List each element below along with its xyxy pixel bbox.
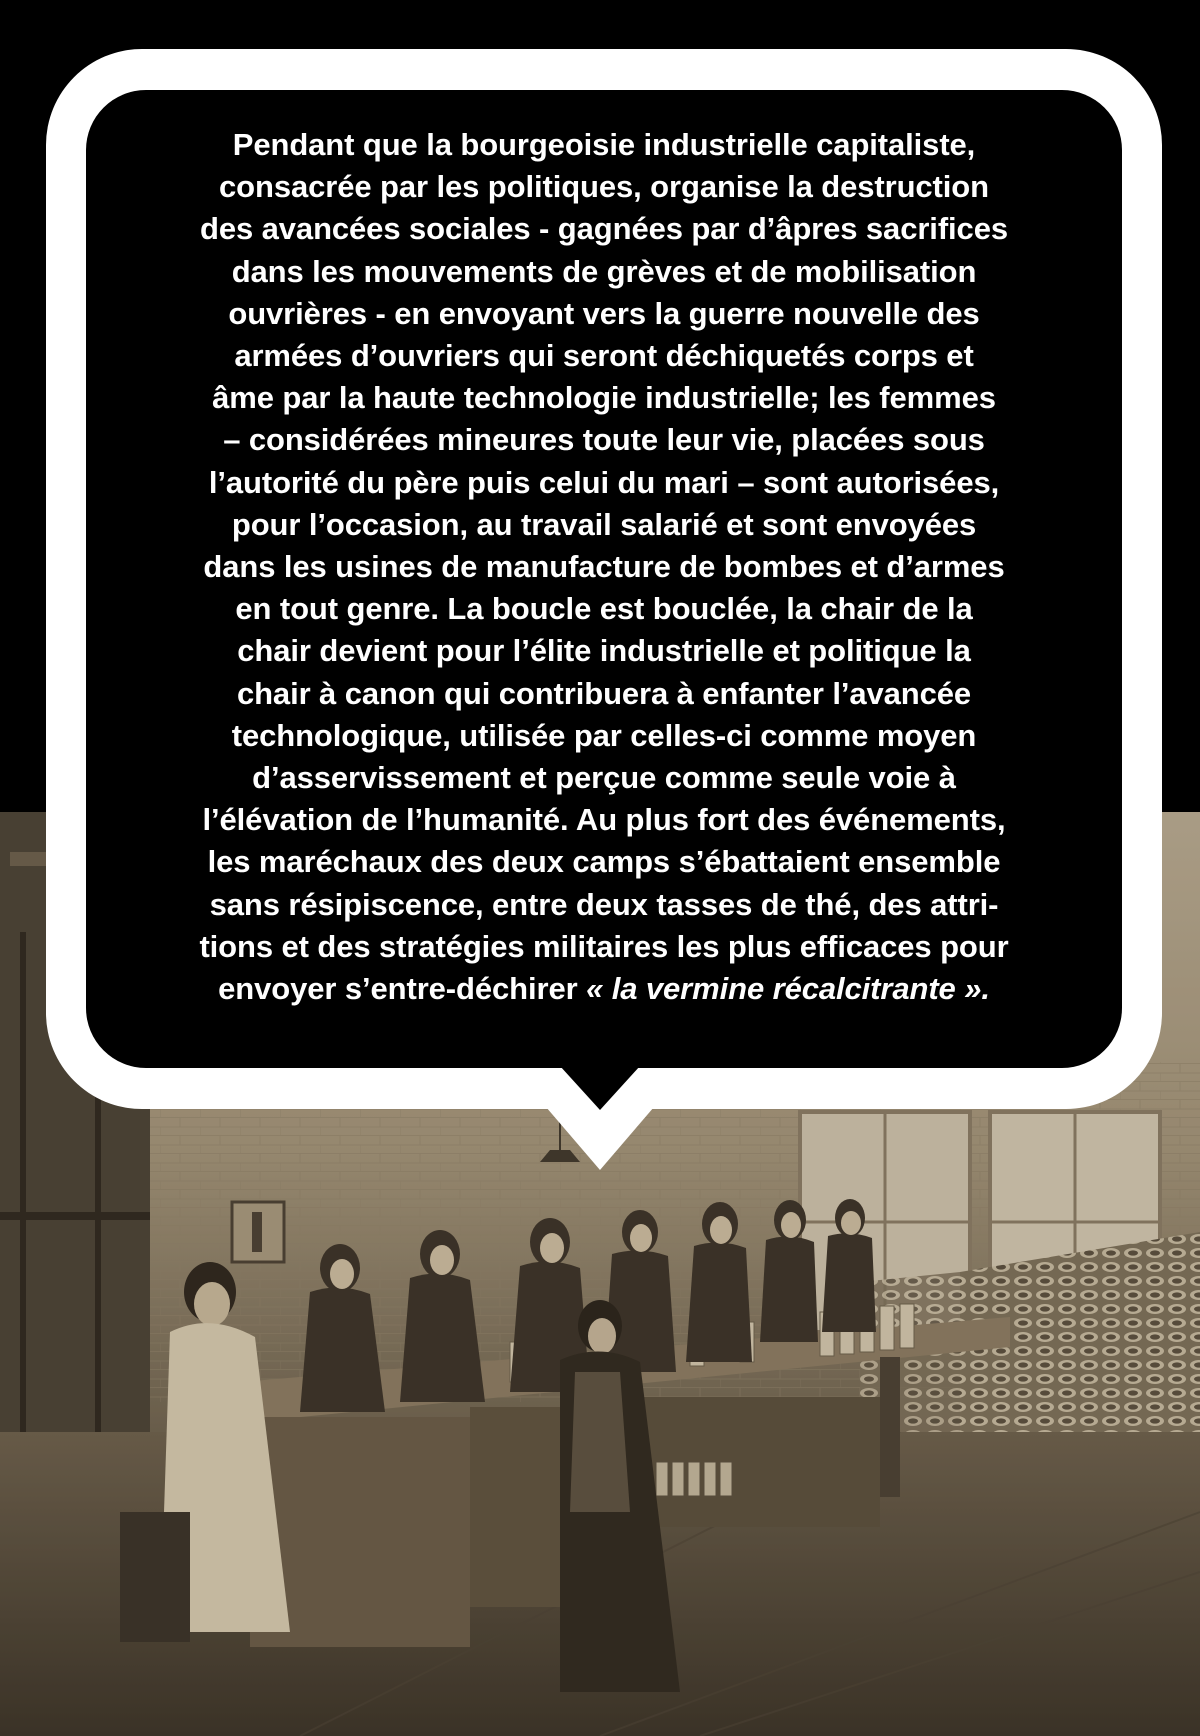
quote-line: des avancées sociales - gagnées par d’âpres sacrifices	[200, 211, 1008, 247]
speech-bubble-inner-tail	[560, 1066, 640, 1110]
quote-line: d’asservissement et perçue comme seule voie à	[252, 760, 956, 796]
quote-line: pour l’occasion, au travail salarié et sont envoyées	[231, 506, 977, 542]
quote-line: Pendant que la bourgeoisie industrielle capitaliste,	[232, 127, 976, 162]
quote-line: chair à canon qui contribuera à enfanter l’avancée	[236, 675, 972, 711]
quote-line: l’élévation de l’humanité. Au plus fort des événements,	[202, 802, 1006, 838]
quote-line: tions et des stratégies militaires les plus efficaces pour	[199, 928, 1009, 964]
quote-line: consacrée par les politiques, organise la destruction	[219, 169, 989, 205]
quote-line: ouvrières - en envoyant vers la guerre nouvelle des	[228, 295, 980, 331]
quote-emphasis: « la vermine récalcitrante ».	[586, 971, 990, 1007]
quote-line: en tout genre. La boucle est bouclée, la chair de la	[235, 591, 973, 627]
quote-line: âme par la haute technologie industrielle; les femmes	[212, 380, 996, 416]
speech-bubble-tail	[540, 1100, 660, 1170]
quote-line: armées d’ouvriers qui seront déchiquetés corps et	[234, 338, 974, 374]
quote-line: dans les usines de manufacture de bombes et d’armes	[203, 549, 1005, 585]
quote-text	[106, 124, 1102, 1010]
quote-line: dans les mouvements de grèves et de mobilisation	[231, 253, 977, 289]
quote-last-line-prefix: envoyer s’entre-déchirer	[218, 971, 587, 1007]
quote-line: chair devient pour l’élite industrielle et politique la	[237, 633, 971, 669]
quote-line: technologique, utilisée par celles-ci comme moyen	[231, 717, 977, 753]
quote-last-line	[218, 971, 990, 1006]
quote-line: les maréchaux des deux camps s’ébattaient ensemble	[207, 844, 1001, 880]
quote-line: sans résipiscence, entre deux tasses de thé, des attri-	[209, 886, 999, 922]
quote-line: l’autorité du père puis celui du mari – sont autorisées,	[208, 464, 1000, 500]
quote-line: – considérées mineures toute leur vie, placées sous	[223, 422, 985, 458]
